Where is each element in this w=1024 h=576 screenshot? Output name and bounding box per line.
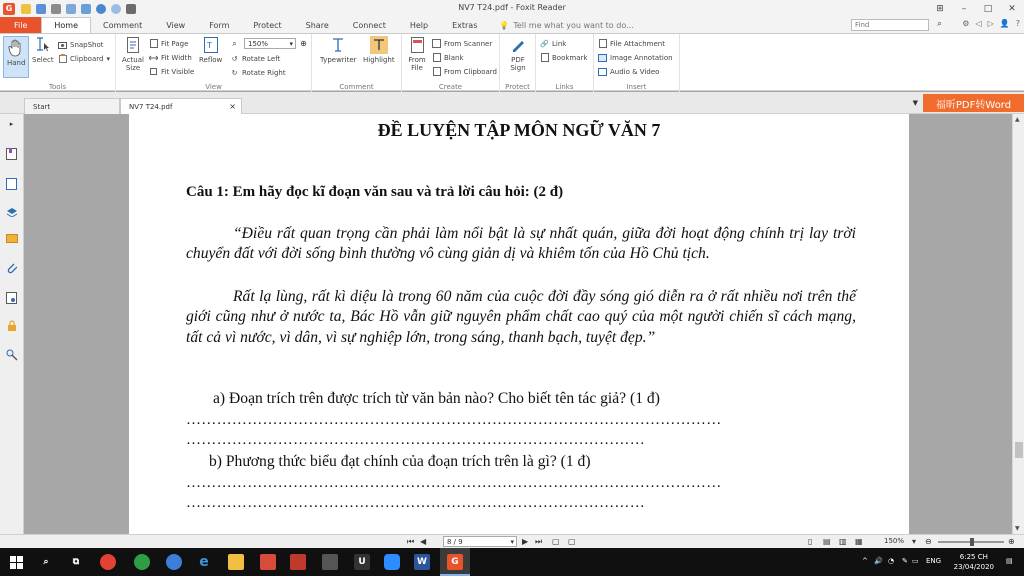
answer-line: ……………………………………………………………………………… bbox=[186, 432, 645, 448]
customize-toolbar-icon[interactable] bbox=[126, 4, 136, 14]
link-button[interactable]: 🔗 Link bbox=[540, 39, 567, 48]
unreal-icon[interactable]: U bbox=[354, 554, 370, 570]
question-a: a) Đoạn trích trên được trích từ văn bản nào? Cho biết tên tác giả? (1 đ) bbox=[213, 390, 660, 407]
zoom-in-icon[interactable]: ⊕ bbox=[1008, 537, 1015, 546]
window-controls bbox=[928, 0, 1024, 17]
image-icon bbox=[598, 53, 607, 62]
first-page-icon[interactable]: ⏮ bbox=[407, 537, 415, 546]
paperclip-icon bbox=[598, 39, 607, 48]
camera-icon bbox=[58, 40, 67, 49]
print-icon[interactable] bbox=[51, 4, 61, 14]
tray-chevron-icon[interactable]: ^ bbox=[862, 557, 868, 565]
last-page-icon[interactable]: ⏭ bbox=[535, 537, 543, 546]
title-bar bbox=[0, 0, 1024, 17]
foxit-taskbar-icon[interactable]: G bbox=[447, 554, 463, 570]
continuous-icon[interactable]: ▤ bbox=[823, 537, 831, 546]
volume-icon[interactable]: 🔊 bbox=[874, 557, 883, 565]
scroll-up-icon[interactable]: ▲ bbox=[1015, 116, 1020, 123]
tab-list-icon[interactable]: ▼ bbox=[912, 99, 918, 107]
group-tools bbox=[0, 34, 116, 92]
pen-icon[interactable]: ✎ bbox=[902, 557, 908, 565]
reflow-icon bbox=[202, 36, 220, 54]
scroll-thumb[interactable] bbox=[1015, 442, 1023, 458]
zoom-in-icon[interactable]: ⊕ bbox=[300, 39, 307, 48]
hand-tool-button[interactable]: Hand bbox=[3, 36, 29, 78]
previous-page-icon[interactable]: ◀ bbox=[420, 537, 427, 546]
help-icon[interactable]: ? bbox=[1015, 19, 1020, 28]
tab-extras[interactable]: Extras bbox=[452, 20, 478, 30]
chrome-icon[interactable] bbox=[100, 554, 116, 570]
pages-icon[interactable] bbox=[5, 177, 18, 190]
group-comment bbox=[312, 34, 402, 92]
rotate-right-button[interactable]: ↻ Rotate Right bbox=[231, 68, 286, 77]
bookmark-icon bbox=[540, 53, 549, 62]
group-label-create: Create bbox=[438, 83, 463, 91]
actual-size-icon bbox=[124, 36, 142, 54]
user-icon[interactable]: 👤 bbox=[999, 19, 1010, 28]
lock-icon[interactable] bbox=[5, 319, 18, 332]
comments-icon[interactable] bbox=[5, 233, 18, 246]
page-title: ĐỀ LUYỆN TẬP MÔN NGỮ VĂN 7 bbox=[377, 120, 661, 140]
minimize-icon[interactable]: – bbox=[961, 3, 967, 14]
email-icon[interactable] bbox=[66, 4, 76, 14]
window-title: NV7 T24.pdf - Foxit Reader bbox=[458, 3, 566, 12]
navigation-panel bbox=[0, 114, 24, 534]
answer-line: …………………………………………………………………………………………… bbox=[186, 475, 722, 491]
settings-icon[interactable]: ⚙ bbox=[962, 19, 970, 28]
page-number-input[interactable]: 8 / 9 ▾ bbox=[443, 536, 517, 547]
tab-start[interactable]: Start bbox=[24, 98, 120, 114]
answer-line: ……………………………………………………………………………… bbox=[186, 495, 645, 511]
group-links bbox=[536, 34, 594, 92]
svg-text:T: T bbox=[206, 41, 212, 50]
reflow-button[interactable]: T Reflow bbox=[199, 36, 222, 64]
convert-to-word-button[interactable]: 福昕PDF转Word bbox=[923, 94, 1024, 112]
quick-access-toolbar bbox=[21, 4, 136, 14]
rotate-left-icon: ↺ bbox=[231, 54, 238, 63]
select-tool-button[interactable]: Select bbox=[32, 36, 54, 64]
signatures-icon[interactable] bbox=[5, 291, 18, 304]
bookmark-button[interactable]: Bookmark bbox=[540, 52, 587, 63]
fit-width-icon bbox=[149, 53, 158, 62]
toolbar-right-icons bbox=[962, 19, 1020, 28]
word-icon[interactable]: W bbox=[414, 554, 430, 570]
rotate-left-button[interactable]: ↺ Rotate Left bbox=[231, 54, 281, 63]
tab-file[interactable]: File bbox=[0, 17, 41, 33]
single-page-icon[interactable]: ▯ bbox=[808, 537, 813, 546]
tab-document[interactable]: NV7 T24.pdf × bbox=[120, 98, 242, 114]
rotate-right-icon: ↻ bbox=[231, 68, 238, 77]
video-icon bbox=[598, 67, 607, 76]
search-icon[interactable]: ⌕ bbox=[43, 557, 49, 567]
notifications-icon[interactable]: ▤ bbox=[1006, 557, 1013, 565]
actual-size-button[interactable]: Actual Size bbox=[121, 36, 145, 72]
group-create bbox=[402, 34, 500, 92]
group-label-links: Links bbox=[555, 83, 574, 91]
back-icon[interactable]: ◁ bbox=[975, 19, 982, 28]
taskbar bbox=[0, 548, 1024, 576]
tab-protect[interactable]: Protect bbox=[253, 20, 282, 30]
tab-connect[interactable]: Connect bbox=[352, 20, 386, 30]
view-icon-1[interactable]: ▢ bbox=[552, 537, 560, 546]
tab-share[interactable]: Share bbox=[305, 20, 329, 30]
answer-line: …………………………………………………………………………………………… bbox=[186, 412, 722, 428]
lightbulb-icon: 💡 bbox=[499, 20, 510, 30]
expand-panel-icon[interactable]: ▸ bbox=[9, 119, 14, 128]
typewriter-icon bbox=[329, 36, 347, 54]
from-clipboard-button[interactable]: From Clipboard bbox=[432, 66, 497, 77]
properties-icon[interactable] bbox=[81, 4, 91, 14]
fit-width-button[interactable]: Fit Width bbox=[149, 52, 192, 63]
paragraph-2: Rất lạ lùng, rất kì diệu là trong 60 năm của cuộc đời đầy sóng gió diễn ra ở rất nhiều nơi trên thế giới cũng như ở nước ta, Bác Hồ vẫn giữ nguyên phẩm chất cao quý của một người chiến sĩ cách mạng, tất cả vì nước, vì dân, vì sự nghiệp lớn, trong sáng, thanh bạch, tuyệt đẹp.” bbox=[186, 288, 856, 346]
fit-visible-button[interactable]: Fit Visible bbox=[149, 66, 194, 77]
photo-app-icon[interactable] bbox=[290, 554, 306, 570]
zoom-app-icon[interactable] bbox=[384, 554, 400, 570]
open-folder-icon[interactable] bbox=[21, 4, 31, 14]
tab-help[interactable]: Help bbox=[409, 20, 429, 30]
chrome-profile-icon[interactable] bbox=[166, 554, 182, 570]
forward-icon[interactable]: ▷ bbox=[987, 19, 994, 28]
language-indicator[interactable]: ENG bbox=[926, 557, 942, 565]
snapshot-button[interactable]: SnapShot bbox=[58, 39, 104, 50]
tab-home[interactable]: Home bbox=[41, 17, 91, 33]
highlight-button[interactable]: Highlight bbox=[363, 36, 395, 64]
zoom-select[interactable]: 150% ▾ bbox=[244, 38, 296, 49]
paragraph-1: “Điều rất quan trọng cần phải làm nổi bật là sự nhất quán, giữa đời hoạt động chính trị lay trời chuyển đất với đời sống bình thường vô cùng giản dị và khiêm tốn của Hồ Chủ tịch. bbox=[186, 225, 856, 263]
blank-page-icon bbox=[432, 53, 441, 62]
tab-comment[interactable]: Comment bbox=[103, 20, 143, 30]
link-icon: 🔗 bbox=[540, 39, 549, 48]
group-insert bbox=[594, 34, 680, 92]
network-icon[interactable]: ◔ bbox=[888, 557, 895, 565]
vertical-scrollbar[interactable] bbox=[1012, 114, 1024, 534]
document-tabs bbox=[0, 92, 1024, 114]
scanner-icon bbox=[432, 39, 441, 48]
clipboard-icon bbox=[432, 67, 441, 76]
zoom-dropdown-icon[interactable]: ▾ bbox=[912, 537, 917, 546]
edge-icon[interactable]: e bbox=[199, 554, 209, 570]
zoom-out-icon[interactable]: ⊖ bbox=[925, 537, 932, 546]
question-b: b) Phương thức biểu đạt chính của đoạn trích trên là gì? (1 đ) bbox=[209, 453, 591, 470]
next-page-icon[interactable]: ▶ bbox=[522, 537, 529, 546]
close-tab-icon[interactable]: × bbox=[229, 102, 236, 111]
highlight-icon bbox=[370, 36, 388, 54]
status-bar bbox=[0, 534, 1024, 548]
file-explorer-icon[interactable] bbox=[228, 554, 244, 570]
foxit-logo[interactable]: G bbox=[3, 3, 15, 15]
tell-me-text: Tell me what you want to do... bbox=[513, 20, 634, 30]
zoom-slider-knob[interactable] bbox=[970, 538, 974, 546]
image-annotation-button[interactable]: Image Annotation bbox=[598, 52, 673, 63]
file-attachment-button[interactable]: File Attachment bbox=[598, 38, 665, 49]
fit-page-icon bbox=[149, 39, 158, 48]
layers-icon[interactable] bbox=[5, 205, 18, 218]
document-viewport[interactable] bbox=[25, 114, 1012, 534]
select-cursor-icon bbox=[34, 36, 52, 54]
typewriter-button[interactable]: Typewriter bbox=[320, 36, 357, 64]
chevron-down-icon: ▾ bbox=[106, 54, 110, 63]
tab-form[interactable]: Form bbox=[209, 20, 230, 30]
group-view bbox=[116, 34, 312, 92]
restore-ribbon-icon[interactable]: ⊞ bbox=[936, 3, 944, 14]
view-icon-2[interactable]: ▢ bbox=[568, 537, 576, 546]
browser-icon[interactable] bbox=[134, 554, 150, 570]
from-file-icon bbox=[408, 36, 426, 54]
group-label-tools: Tools bbox=[48, 83, 67, 91]
clipboard-button[interactable]: Clipboard ▾ bbox=[58, 53, 110, 64]
windows-start-icon[interactable] bbox=[8, 554, 24, 570]
group-protect bbox=[500, 34, 536, 92]
scroll-down-icon[interactable]: ▼ bbox=[1015, 525, 1020, 532]
group-label-view: View bbox=[205, 83, 222, 91]
from-file-button[interactable]: From File bbox=[406, 36, 428, 72]
facing-icon[interactable]: ▥ bbox=[839, 537, 847, 546]
bookmarks-icon[interactable] bbox=[5, 147, 18, 160]
redo-icon[interactable] bbox=[111, 4, 121, 14]
zoom-icon: ⌕ bbox=[232, 38, 237, 48]
chevron-down-icon: ▾ bbox=[510, 537, 514, 546]
search-icon[interactable]: ⌕ bbox=[936, 19, 942, 29]
calculator-icon[interactable] bbox=[322, 554, 338, 570]
task-view-icon[interactable]: ⧉ bbox=[72, 557, 80, 567]
tab-view[interactable]: View bbox=[166, 20, 186, 30]
ribbon bbox=[0, 33, 1024, 91]
from-scanner-button[interactable]: From Scanner bbox=[432, 38, 492, 49]
fit-page-button[interactable]: Fit Page bbox=[149, 38, 188, 49]
clipboard-icon bbox=[58, 54, 67, 63]
pdf-page bbox=[129, 114, 909, 534]
continuous-facing-icon[interactable]: ▦ bbox=[855, 537, 863, 546]
search-people-icon[interactable] bbox=[5, 348, 18, 361]
pen-sign-icon bbox=[509, 36, 527, 54]
maximize-icon[interactable]: □ bbox=[983, 3, 993, 14]
save-icon[interactable] bbox=[36, 4, 46, 14]
fit-visible-icon bbox=[149, 67, 158, 76]
pdf-sign-button[interactable]: PDF Sign bbox=[509, 36, 527, 72]
tell-me-box[interactable] bbox=[499, 17, 633, 33]
close-icon[interactable]: ✕ bbox=[1008, 3, 1016, 14]
attachments-icon[interactable] bbox=[5, 261, 18, 274]
blank-button[interactable]: Blank bbox=[432, 52, 464, 63]
group-label-insert: Insert bbox=[626, 83, 647, 91]
group-label-protect: Protect bbox=[505, 83, 530, 91]
find-input[interactable] bbox=[851, 19, 929, 31]
battery-icon[interactable]: ▭ bbox=[912, 557, 919, 565]
chevron-down-icon: ▾ bbox=[289, 39, 293, 48]
zoom-level: 150% bbox=[884, 537, 905, 545]
system-clock[interactable]: 6:25 CH 23/04/2020 bbox=[953, 553, 994, 571]
hand-icon bbox=[7, 39, 25, 57]
question-1: Câu 1: Em hãy đọc kĩ đoạn văn sau và trả lời câu hỏi: (2 đ) bbox=[186, 184, 564, 200]
audio-video-button[interactable]: Audio & Video bbox=[598, 66, 659, 77]
app-icon[interactable] bbox=[260, 554, 276, 570]
group-label-comment: Comment bbox=[339, 83, 374, 91]
undo-icon[interactable] bbox=[96, 4, 106, 14]
